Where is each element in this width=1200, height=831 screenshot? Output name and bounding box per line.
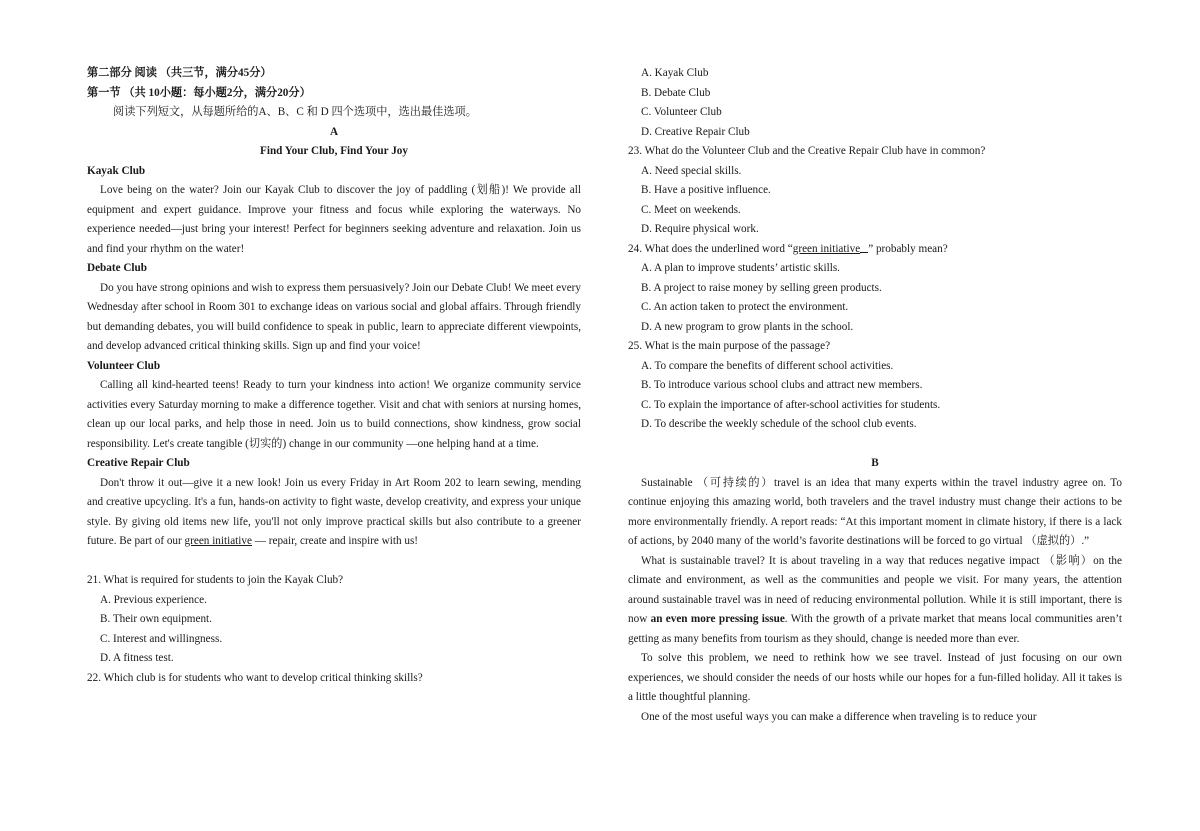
- question-25-option-b: B. To introduce various school clubs and attract new members.: [641, 379, 923, 391]
- underline-blank: [860, 241, 868, 253]
- question-21-option-c: C. Interest and willingness.: [100, 632, 223, 645]
- question-21-stem: 21. What is required for students to join the Kayak Club?: [87, 574, 344, 586]
- passage-letter-a: A: [329, 125, 339, 138]
- repair-text-after: — repair, create and inspire with us!: [251, 535, 419, 547]
- passage-letter-b: B: [871, 457, 879, 469]
- question-22-option-c: C. Volunteer Club: [641, 106, 722, 118]
- left-column: [87, 64, 581, 688]
- instruction: 阅读下列短文，从每题所给的A、B、C 和 D 四个选项中，选出最佳选项。: [113, 106, 477, 118]
- section-heading: 第一节 （共 10小题：每小题2分，满分20分）: [87, 86, 311, 99]
- part-heading: 第二部分 阅读 （共三节，满分45分）: [87, 67, 272, 79]
- club-name-volunteer: Volunteer Club: [87, 359, 161, 372]
- club-text-volunteer: Calling all kind-hearted teens! Ready to turn your kindness into action! We organize community service activities every Saturday morning to make a difference together. Visit and chat with seniors at nursing homes, clean up our local parks, and help those in need. Join us to build connections, show kindness, grow social responsibility. Let's create tangible (切实的) change in our community —one helping hand at a time.: [87, 379, 581, 450]
- bold-phrase: an even more pressing issue: [650, 613, 785, 625]
- right-column: [628, 64, 1122, 727]
- question-22-stem: 22. Which club is for students who want to develop critical thinking skills?: [87, 671, 423, 684]
- club-text-kayak: Love being on the water? Join our Kayak Club to discover the joy of paddling (划船)! We provide all equipment and expert guidance. Improve your fitness and focus while exploring the waterways. No experience needed—just bring your interest! Perfect for beginners seeking adventure and relaxation. Join us and find your rhythm on the water!: [87, 184, 581, 255]
- club-text-debate: Do you have strong opinions and wish to express them persuasively? Join our Debate Club! We meet every Wednesday after school in Room 301 to exchange ideas on various social and global affairs. Through friendly but demanding debates, you will build confidence to speak in public, learn to appreciate different viewpoints, and develop advanced critical thinking skills. Sign up and find your voice!: [87, 281, 581, 352]
- question-25-stem: 25. What is the main purpose of the passage?: [628, 340, 831, 352]
- q24-stem-before: 24. What does the underlined word “: [628, 242, 793, 255]
- passage-b-paragraph-3: To solve this problem, we need to rethink how we see travel. Instead of just focusing on our own experiences, we should consider the needs of our hosts while our hopes for a fun-filled holiday. All it takes is a little thoughtful planning.: [628, 652, 1122, 703]
- question-22-option-d: D. Creative Repair Club: [641, 125, 750, 138]
- question-23-option-b: B. Have a positive influence.: [641, 184, 771, 196]
- p2-after: . With the growth of a private market that means local communities aren’t getting as many benefits from tourism as they should, change is needed more than ever.: [628, 613, 1122, 645]
- question-21-option-a: A. Previous experience.: [100, 593, 207, 606]
- q24-stem-after: ” probably mean?: [868, 242, 948, 255]
- question-25-option-c: C. To explain the importance of after-school activities for students.: [641, 398, 941, 411]
- q24-underlined-phrase: green initiative: [792, 242, 861, 255]
- question-23-option-d: D. Require physical work.: [641, 223, 759, 235]
- question-25-option-a: A. To compare the benefits of different school activities.: [641, 359, 894, 372]
- club-text-repair: [87, 474, 581, 552]
- question-24-option-b: B. A project to raise money by selling green products.: [641, 281, 882, 294]
- passage-b-paragraph-4: One of the most useful ways you can make a difference when traveling is to reduce your: [641, 710, 1037, 723]
- underlined-green-initiative: green initiative: [184, 535, 252, 547]
- question-24-option-a: A. A plan to improve students’ artistic skills.: [641, 262, 840, 274]
- question-21-option-d: D. A fitness test.: [100, 652, 174, 664]
- p2-before: What is sustainable travel? It is about traveling in a way that reduces negative impact （影响）on the climate and environment, as well as the communities and people we visit. For many years, the attention around sustainable travel was in need of reducing environmental pollution. While it is still important, there is now: [628, 554, 1122, 625]
- spacer: [628, 435, 1122, 455]
- question-24-option-c: C. An action taken to protect the environment.: [641, 301, 849, 313]
- passage-b-paragraph-1: Sustainable （可持续的）travel is an idea that many experts within the travel industry agree on. To continue enjoying this amazing world, both travelers and the travel industry must change their actions to be more environmentally friendly. A report reads: “At this important moment in climate history, if there is a lack of actions, by 2040 many of the world’s favorite destinations will be forced to go virtual （虚拟的）.”: [628, 476, 1122, 547]
- question-23-option-a: A. Need special skills.: [641, 164, 742, 177]
- question-21-option-b: B. Their own equipment.: [100, 613, 212, 625]
- question-24-option-d: D. A new program to grow plants in the school.: [641, 320, 854, 333]
- question-22-option-a: A. Kayak Club: [641, 67, 709, 79]
- club-name-kayak: Kayak Club: [87, 164, 146, 177]
- question-24-stem: [628, 240, 1122, 260]
- passage-b-paragraph-2: [628, 552, 1122, 650]
- club-name-repair: Creative Repair Club: [87, 457, 190, 469]
- repair-text-before: Don't throw it out—give it a new look! Join us every Friday in Art Room 202 to learn sewing, mending and creative upcycling. It's a fun, hands-on activity to fight waste, develop creativity, and express your unique style. By giving old items new life, you'll not only improve practical skills but also contribute to a greener future. Be part of our: [87, 476, 581, 547]
- question-23-option-c: C. Meet on weekends.: [641, 203, 741, 216]
- passage-title: Find Your Club, Find Your Joy: [260, 145, 408, 157]
- question-22-option-b: B. Debate Club: [641, 86, 711, 99]
- spacer: [87, 552, 581, 572]
- question-23-stem: 23. What do the Volunteer Club and the Creative Repair Club have in common?: [628, 145, 986, 157]
- question-25-option-d: D. To describe the weekly schedule of the school club events.: [641, 418, 917, 430]
- club-name-debate: Debate Club: [87, 262, 147, 274]
